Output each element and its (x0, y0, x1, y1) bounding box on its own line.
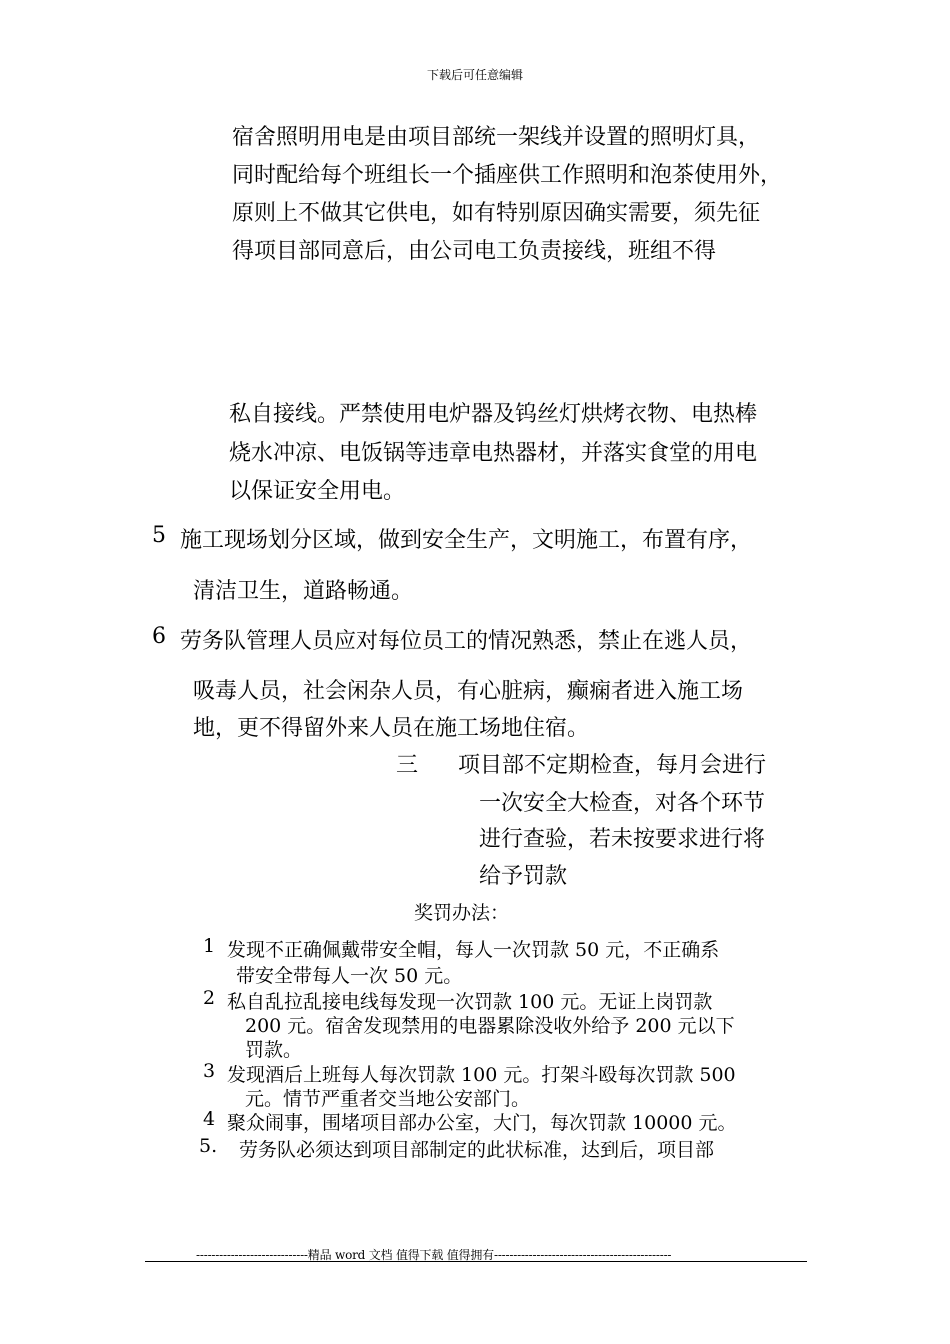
rule-text: 聚众闹事，围堵项目部办公室，大门，每次罚款 10000 元。 (227, 1112, 737, 1134)
rule-text: 元。情节严重者交当地公安部门。 (245, 1088, 531, 1110)
item-text: 施工现场划分区域，做到安全生产，文明施工，布置有序， (180, 528, 753, 553)
section-text: 项目部不定期检查，每月会进行 (458, 753, 767, 778)
paragraph-line: 以保证安全用电。 (229, 479, 406, 504)
rule-number: 3 (203, 1060, 216, 1082)
rule-number: 2 (203, 987, 216, 1009)
item-text: 清洁卫生，道路畅通。 (193, 579, 414, 604)
item-number: 5 (152, 523, 166, 548)
item-text: 劳务队管理人员应对每位员工的情况熟悉，禁止在逃人员， (180, 629, 753, 654)
rule-text: 发现不正确佩戴带安全帽，每人一次罚款 50 元，不正确系 (227, 939, 720, 961)
section-text: 一次安全大检查，对各个环节 (479, 791, 766, 816)
section-number: 三 (396, 753, 419, 778)
item-text: 地，更不得留外来人员在施工场地住宿。 (193, 716, 590, 741)
paragraph-line: 宿舍照明用电是由项目部统一架线并设置的照明灯具， (232, 125, 761, 150)
rules-title: 奖罚办法： (414, 902, 510, 924)
rule-number: 5. (199, 1135, 218, 1157)
item-text: 吸毒人员，社会闲杂人员，有心脏病，癫痫者进入施工场 (193, 679, 744, 704)
page-footer: -----------------------------精品 word 文档 值得下载 值得拥有---------------------------------------------- (196, 1248, 672, 1262)
section-text: 进行查验，若未按要求进行将 (479, 827, 766, 852)
paragraph-line: 原则上不做其它供电，如有特别原因确实需要，须先征 (232, 201, 761, 226)
rule-text: 发现酒后上班每人每次罚款 100 元。打架斗殴每次罚款 500 (227, 1064, 736, 1086)
rule-text: 罚款。 (245, 1039, 303, 1061)
rule-number: 1 (203, 935, 216, 957)
page-header: 下载后可任意编辑 (426, 68, 523, 82)
rule-text: 200 元。宿舍发现禁用的电器累除没收外给予 200 元以下 (245, 1015, 735, 1037)
section-text: 给予罚款 (479, 864, 568, 889)
paragraph-line: 私自接线。严禁使用电炉器及钨丝灯烘烤衣物、电热棒 (229, 402, 758, 427)
paragraph-line: 烧水冲凉、电饭锅等违章电热器材，并落实食堂的用电 (229, 441, 758, 466)
rule-text: 私自乱拉乱接电线每发现一次罚款 100 元。无证上岗罚款 (227, 991, 713, 1013)
paragraph-line: 同时配给每个班组长一个插座供工作照明和泡茶使用外， (232, 163, 783, 188)
footer-divider (145, 1261, 807, 1262)
item-number: 6 (152, 624, 166, 649)
rule-text: 劳务队必须达到项目部制定的此状标准，达到后，项目部 (239, 1139, 715, 1161)
rule-number: 4 (203, 1108, 216, 1130)
rule-text: 带安全带每人一次 50 元。 (236, 965, 463, 987)
paragraph-line: 得项目部同意后，由公司电工负责接线，班组不得 (232, 239, 717, 264)
